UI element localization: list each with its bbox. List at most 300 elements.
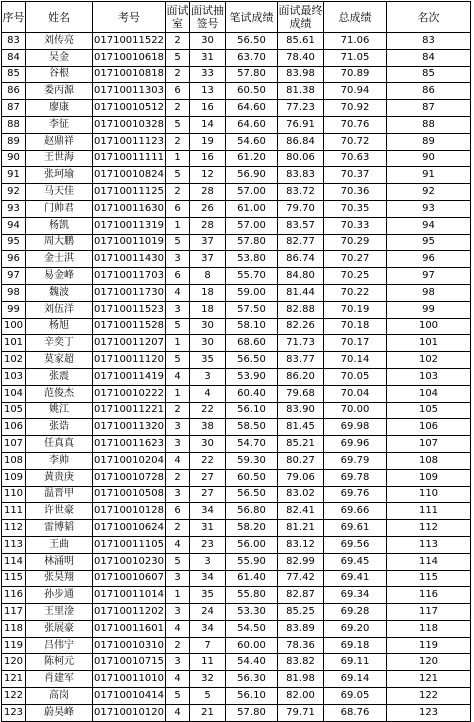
rank-cell: 103 (387, 368, 471, 385)
name-cell: 温晋甲 (26, 486, 93, 503)
total-score-cell: 69.18 (324, 637, 387, 654)
rank-cell: 101 (387, 335, 471, 352)
name-cell: 张珂瑜 (26, 167, 93, 184)
name-cell: 张震 (26, 368, 93, 385)
written-score-cell: 64.60 (226, 116, 278, 133)
name-cell: 王曲 (26, 536, 93, 553)
written-score-cell: 57.00 (226, 217, 278, 234)
name-cell: 马天佳 (26, 184, 93, 201)
rank-cell: 91 (387, 167, 471, 184)
rank-cell: 102 (387, 352, 471, 369)
draw-no-cell: 21 (190, 704, 226, 721)
written-score-cell: 57.80 (226, 66, 278, 83)
exam-no-cell: 01710011703 (93, 268, 166, 285)
seq-cell: 110 (2, 486, 26, 503)
total-score-cell: 70.04 (324, 385, 387, 402)
name-cell: 辛奕丁 (26, 335, 93, 352)
interview-score-cell: 85.61 (278, 33, 324, 50)
exam-no-cell: 01710010512 (93, 100, 166, 117)
exam-no-cell: 01710010230 (93, 553, 166, 570)
draw-no-cell: 14 (190, 116, 226, 133)
room-cell: 3 (166, 654, 190, 671)
interview-score-cell: 83.57 (278, 217, 324, 234)
rank-cell: 120 (387, 654, 471, 671)
seq-cell: 112 (2, 520, 26, 537)
rank-cell: 106 (387, 419, 471, 436)
total-score-cell: 70.63 (324, 150, 387, 167)
exam-no-cell: 01710011125 (93, 184, 166, 201)
draw-no-cell: 30 (190, 436, 226, 453)
seq-cell: 107 (2, 436, 26, 453)
room-cell: 1 (166, 217, 190, 234)
seq-cell: 87 (2, 100, 26, 117)
draw-no-cell: 16 (190, 150, 226, 167)
exam-no-cell: 01710010310 (93, 637, 166, 654)
name-cell: 雷博韬 (26, 520, 93, 537)
total-score-cell: 69.05 (324, 688, 387, 705)
exam-no-cell: 01710010607 (93, 570, 166, 587)
exam-no-cell: 01710010624 (93, 520, 166, 537)
total-score-cell: 70.37 (324, 167, 387, 184)
table-row (2, 637, 471, 654)
seq-cell: 116 (2, 587, 26, 604)
name-cell: 周大鹏 (26, 234, 93, 251)
draw-no-cell: 4 (190, 385, 226, 402)
table-row (2, 452, 471, 469)
total-score-cell: 70.22 (324, 284, 387, 301)
rank-cell: 118 (387, 620, 471, 637)
draw-no-cell: 8 (190, 268, 226, 285)
interview-score-cell: 86.20 (278, 368, 324, 385)
draw-no-cell: 30 (190, 33, 226, 50)
seq-cell: 94 (2, 217, 26, 234)
rank-cell: 122 (387, 688, 471, 705)
interview-score-cell: 81.45 (278, 419, 324, 436)
name-cell: 赵鼎祥 (26, 133, 93, 150)
seq-cell: 122 (2, 688, 26, 705)
exam-no-cell: 01710011123 (93, 133, 166, 150)
total-score-cell: 69.79 (324, 452, 387, 469)
interview-score-cell: 80.27 (278, 452, 324, 469)
draw-no-cell: 5 (190, 688, 226, 705)
seq-cell: 89 (2, 133, 26, 150)
room-cell: 1 (166, 150, 190, 167)
total-score-cell: 70.00 (324, 402, 387, 419)
written-score-cell: 61.20 (226, 150, 278, 167)
room-cell: 5 (166, 167, 190, 184)
exam-no-cell: 01710011111 (93, 150, 166, 167)
seq-cell: 113 (2, 536, 26, 553)
total-score-cell: 69.34 (324, 587, 387, 604)
seq-cell: 121 (2, 671, 26, 688)
draw-no-cell: 23 (190, 536, 226, 553)
total-score-cell: 69.96 (324, 436, 387, 453)
draw-no-cell: 26 (190, 200, 226, 217)
room-cell: 6 (166, 200, 190, 217)
draw-no-cell: 31 (190, 520, 226, 537)
seq-cell: 86 (2, 83, 26, 100)
exam-no-cell: 01710011320 (93, 419, 166, 436)
rank-cell: 107 (387, 436, 471, 453)
table-row (2, 704, 471, 721)
interview-score-cell: 86.74 (278, 251, 324, 268)
room-cell: 2 (166, 520, 190, 537)
written-score-cell: 56.10 (226, 402, 278, 419)
room-cell: 2 (166, 66, 190, 83)
room-cell: 3 (166, 436, 190, 453)
total-score-cell: 70.19 (324, 301, 387, 318)
seq-cell: 123 (2, 704, 26, 721)
written-score-cell: 68.60 (226, 335, 278, 352)
total-score-cell: 69.56 (324, 536, 387, 553)
name-cell: 张展豪 (26, 620, 93, 637)
interview-score-cell: 82.26 (278, 318, 324, 335)
written-score-cell: 61.40 (226, 570, 278, 587)
name-cell: 蔚昊峰 (26, 704, 93, 721)
exam-no-cell: 01710010618 (93, 49, 166, 66)
exam-no-cell: 01710011014 (93, 587, 166, 604)
room-cell: 5 (166, 234, 190, 251)
table-row (2, 100, 471, 117)
interview-score-cell: 71.73 (278, 335, 324, 352)
rank-cell: 87 (387, 100, 471, 117)
total-score-cell: 70.14 (324, 352, 387, 369)
seq-cell: 117 (2, 604, 26, 621)
seq-cell: 88 (2, 116, 26, 133)
interview-score-cell: 82.77 (278, 234, 324, 251)
name-cell: 张诰 (26, 419, 93, 436)
seq-cell: 119 (2, 637, 26, 654)
name-cell: 娄丙源 (26, 83, 93, 100)
table-row (2, 436, 471, 453)
interview-score-cell: 79.68 (278, 385, 324, 402)
table-row (2, 402, 471, 419)
table-row (2, 150, 471, 167)
total-score-cell: 69.98 (324, 419, 387, 436)
written-score-cell: 54.60 (226, 133, 278, 150)
total-score-cell: 69.66 (324, 503, 387, 520)
rank-cell: 104 (387, 385, 471, 402)
total-score-cell: 69.28 (324, 604, 387, 621)
name-cell: 肖建军 (26, 671, 93, 688)
total-score-cell: 69.41 (324, 570, 387, 587)
interview-score-cell: 83.90 (278, 402, 324, 419)
name-cell: 莫家超 (26, 352, 93, 369)
written-score-cell: 63.70 (226, 49, 278, 66)
written-score-cell: 54.70 (226, 436, 278, 453)
total-score-cell: 70.17 (324, 335, 387, 352)
room-cell: 2 (166, 33, 190, 50)
rank-cell: 105 (387, 402, 471, 419)
header-cell-total: 总成绩 (324, 2, 387, 33)
room-cell: 5 (166, 553, 190, 570)
exam-no-cell: 01710011010 (93, 671, 166, 688)
draw-no-cell: 24 (190, 604, 226, 621)
interview-score-cell: 79.71 (278, 704, 324, 721)
draw-no-cell: 30 (190, 318, 226, 335)
name-cell: 李征 (26, 116, 93, 133)
exam-no-cell: 01710011523 (93, 301, 166, 318)
seq-cell: 111 (2, 503, 26, 520)
name-cell: 王世海 (26, 150, 93, 167)
seq-cell: 85 (2, 66, 26, 83)
table-row (2, 318, 471, 335)
written-score-cell: 53.80 (226, 251, 278, 268)
header-cell-rank: 名次 (387, 2, 471, 33)
total-score-cell: 69.76 (324, 486, 387, 503)
rank-cell: 93 (387, 200, 471, 217)
total-score-cell: 69.11 (324, 654, 387, 671)
exam-no-cell: 01710011319 (93, 217, 166, 234)
rank-cell: 119 (387, 637, 471, 654)
exam-no-cell: 01710011430 (93, 251, 166, 268)
written-score-cell: 56.50 (226, 33, 278, 50)
exam-no-cell: 01710010204 (93, 452, 166, 469)
draw-no-cell: 22 (190, 452, 226, 469)
exam-no-cell: 01710011522 (93, 33, 166, 50)
interview-score-cell: 82.87 (278, 587, 324, 604)
rank-cell: 116 (387, 587, 471, 604)
name-cell: 姚江 (26, 402, 93, 419)
table-row (2, 251, 471, 268)
header-row (2, 2, 471, 33)
seq-cell: 97 (2, 268, 26, 285)
total-score-cell: 69.45 (324, 553, 387, 570)
draw-no-cell: 37 (190, 251, 226, 268)
seq-cell: 99 (2, 301, 26, 318)
room-cell: 5 (166, 318, 190, 335)
draw-no-cell: 19 (190, 133, 226, 150)
table-row (2, 654, 471, 671)
total-score-cell: 69.20 (324, 620, 387, 637)
seq-cell: 102 (2, 352, 26, 369)
draw-no-cell: 16 (190, 100, 226, 117)
interview-score-cell: 78.36 (278, 637, 324, 654)
room-cell: 5 (166, 49, 190, 66)
seq-cell: 104 (2, 385, 26, 402)
interview-score-cell: 84.80 (278, 268, 324, 285)
interview-score-cell: 82.99 (278, 553, 324, 570)
seq-cell: 83 (2, 33, 26, 50)
table-row (2, 116, 471, 133)
table-row (2, 469, 471, 486)
interview-score-cell: 77.42 (278, 570, 324, 587)
seq-cell: 120 (2, 654, 26, 671)
written-score-cell: 61.00 (226, 200, 278, 217)
room-cell: 2 (166, 637, 190, 654)
seq-cell: 95 (2, 234, 26, 251)
room-cell: 3 (166, 570, 190, 587)
total-score-cell: 70.25 (324, 268, 387, 285)
rank-cell: 89 (387, 133, 471, 150)
name-cell: 杨旭 (26, 318, 93, 335)
table-row (2, 217, 471, 234)
table-row (2, 49, 471, 66)
rank-cell: 97 (387, 268, 471, 285)
table-row (2, 83, 471, 100)
written-score-cell: 54.50 (226, 620, 278, 637)
seq-cell: 105 (2, 402, 26, 419)
exam-no-cell: 01710010508 (93, 486, 166, 503)
interview-score-cell: 81.38 (278, 83, 324, 100)
name-cell: 门帅君 (26, 200, 93, 217)
room-cell: 5 (166, 688, 190, 705)
rank-cell: 110 (387, 486, 471, 503)
name-cell: 李帅 (26, 452, 93, 469)
seq-cell: 100 (2, 318, 26, 335)
interview-score-cell: 83.02 (278, 486, 324, 503)
written-score-cell: 53.30 (226, 604, 278, 621)
total-score-cell: 70.89 (324, 66, 387, 83)
room-cell: 2 (166, 184, 190, 201)
room-cell: 3 (166, 419, 190, 436)
written-score-cell: 57.80 (226, 234, 278, 251)
name-cell: 陈柯元 (26, 654, 93, 671)
written-score-cell: 56.80 (226, 503, 278, 520)
written-score-cell: 57.50 (226, 301, 278, 318)
interview-score-cell: 76.91 (278, 116, 324, 133)
exam-no-cell: 01710011730 (93, 284, 166, 301)
rank-cell: 113 (387, 536, 471, 553)
name-cell: 吕伟宁 (26, 637, 93, 654)
draw-no-cell: 13 (190, 83, 226, 100)
room-cell: 5 (166, 352, 190, 369)
rank-cell: 92 (387, 184, 471, 201)
table-row (2, 587, 471, 604)
interview-score-cell: 81.98 (278, 671, 324, 688)
exam-no-cell: 01710011623 (93, 436, 166, 453)
rank-cell: 99 (387, 301, 471, 318)
table-row (2, 536, 471, 553)
name-cell: 孙步通 (26, 587, 93, 604)
draw-no-cell: 18 (190, 301, 226, 318)
table-row (2, 503, 471, 520)
room-cell: 6 (166, 268, 190, 285)
written-score-cell: 55.80 (226, 587, 278, 604)
table-row (2, 284, 471, 301)
room-cell: 5 (166, 116, 190, 133)
seq-cell: 98 (2, 284, 26, 301)
interview-score-cell: 83.12 (278, 536, 324, 553)
rank-cell: 95 (387, 234, 471, 251)
name-cell: 黄贵庚 (26, 469, 93, 486)
interview-score-cell: 83.89 (278, 620, 324, 637)
written-score-cell: 57.80 (226, 704, 278, 721)
seq-cell: 91 (2, 167, 26, 184)
results-table (1, 1, 471, 722)
room-cell: 3 (166, 251, 190, 268)
written-score-cell: 55.90 (226, 553, 278, 570)
rank-cell: 123 (387, 704, 471, 721)
written-score-cell: 57.00 (226, 184, 278, 201)
total-score-cell: 69.78 (324, 469, 387, 486)
written-score-cell: 60.40 (226, 385, 278, 402)
room-cell: 4 (166, 620, 190, 637)
interview-score-cell: 78.40 (278, 49, 324, 66)
draw-no-cell: 3 (190, 368, 226, 385)
header-cell-exam-no: 考号 (93, 2, 166, 33)
total-score-cell: 70.92 (324, 100, 387, 117)
name-cell: 廖康 (26, 100, 93, 117)
written-score-cell: 59.00 (226, 284, 278, 301)
draw-no-cell: 35 (190, 587, 226, 604)
name-cell: 王里淦 (26, 604, 93, 621)
total-score-cell: 71.06 (324, 33, 387, 50)
interview-score-cell: 83.77 (278, 352, 324, 369)
total-score-cell: 70.05 (324, 368, 387, 385)
written-score-cell: 54.40 (226, 654, 278, 671)
rank-cell: 84 (387, 49, 471, 66)
name-cell: 高岗 (26, 688, 93, 705)
total-score-cell: 70.35 (324, 200, 387, 217)
seq-cell: 101 (2, 335, 26, 352)
seq-cell: 114 (2, 553, 26, 570)
table-row (2, 133, 471, 150)
exam-no-cell: 01710011630 (93, 200, 166, 217)
room-cell: 2 (166, 469, 190, 486)
rank-cell: 112 (387, 520, 471, 537)
name-cell: 林涌明 (26, 553, 93, 570)
written-score-cell: 56.50 (226, 352, 278, 369)
total-score-cell: 70.18 (324, 318, 387, 335)
draw-no-cell: 27 (190, 486, 226, 503)
table-row (2, 335, 471, 352)
table-row (2, 520, 471, 537)
draw-no-cell: 12 (190, 167, 226, 184)
interview-score-cell: 85.21 (278, 436, 324, 453)
rank-cell: 111 (387, 503, 471, 520)
rank-cell: 88 (387, 116, 471, 133)
written-score-cell: 60.50 (226, 83, 278, 100)
interview-score-cell: 82.00 (278, 688, 324, 705)
table-row (2, 33, 471, 50)
total-score-cell: 70.76 (324, 116, 387, 133)
exam-no-cell: 01710011601 (93, 620, 166, 637)
exam-no-cell: 01710011105 (93, 536, 166, 553)
name-cell: 刘传亮 (26, 33, 93, 50)
exam-no-cell: 01710010715 (93, 654, 166, 671)
table-row (2, 570, 471, 587)
seq-cell: 118 (2, 620, 26, 637)
seq-cell: 108 (2, 452, 26, 469)
exam-no-cell: 01710010728 (93, 469, 166, 486)
table-row (2, 234, 471, 251)
seq-cell: 115 (2, 570, 26, 587)
table-row (2, 671, 471, 688)
seq-cell: 93 (2, 200, 26, 217)
draw-no-cell: 11 (190, 654, 226, 671)
rank-cell: 96 (387, 251, 471, 268)
room-cell: 2 (166, 402, 190, 419)
exam-no-cell: 01710011202 (93, 604, 166, 621)
draw-no-cell: 34 (190, 620, 226, 637)
written-score-cell: 60.50 (226, 469, 278, 486)
interview-score-cell: 77.23 (278, 100, 324, 117)
draw-no-cell: 32 (190, 671, 226, 688)
rank-cell: 117 (387, 604, 471, 621)
header-cell-draw-no: 面试抽签号 (190, 2, 226, 33)
total-score-cell: 69.61 (324, 520, 387, 537)
exam-no-cell: 01710011120 (93, 352, 166, 369)
written-score-cell: 58.50 (226, 419, 278, 436)
rank-cell: 85 (387, 66, 471, 83)
draw-no-cell: 3 (190, 553, 226, 570)
exam-no-cell: 01710010328 (93, 116, 166, 133)
table-body (2, 2, 471, 722)
room-cell: 3 (166, 301, 190, 318)
rank-cell: 114 (387, 553, 471, 570)
rank-cell: 86 (387, 83, 471, 100)
